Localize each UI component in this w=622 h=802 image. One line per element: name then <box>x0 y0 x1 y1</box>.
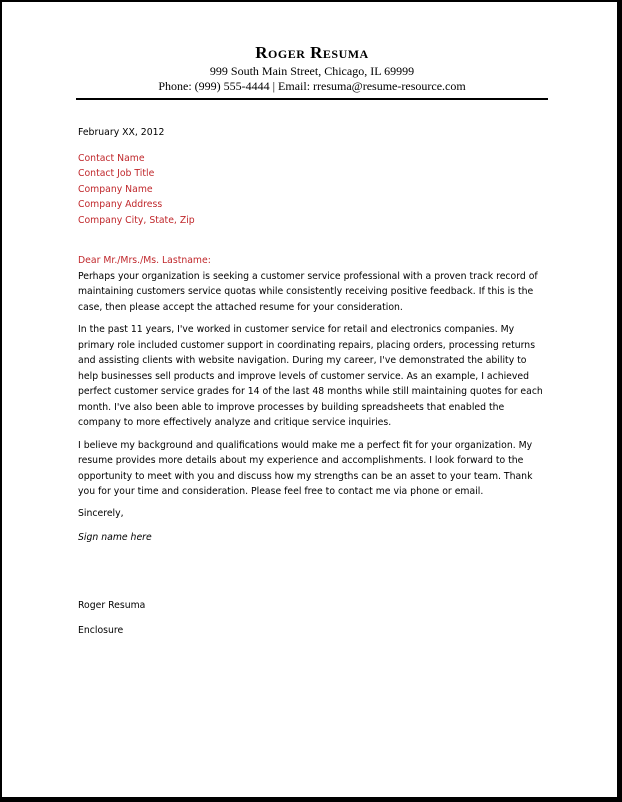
signer-name: Roger Resuma <box>78 599 146 611</box>
recipient-company-city: Company City, State, Zip <box>78 214 195 226</box>
header-divider <box>76 98 548 100</box>
recipient-block <box>78 151 548 229</box>
signature-placeholder: Sign name here <box>78 532 152 543</box>
paragraph-intro: Perhaps your organization is seeking a customer service professional with a proven track record of maintaining customers service quotas while consistently receiving positive feedback. If this is the case, then please accept the attached resume for your consideration. <box>78 270 538 313</box>
salutation: Dear Mr./Mrs./Ms. Lastname: <box>78 255 211 266</box>
recipient-contact-name: Contact Name <box>78 152 145 164</box>
recipient-job-title: Contact Job Title <box>78 168 155 179</box>
letter-date: February XX, 2012 <box>78 127 165 138</box>
complimentary-close: Sincerely, <box>78 507 124 519</box>
recipient-company-address: Company Address <box>78 199 163 210</box>
sender-contact: Phone: (999) 555-4444 | Email: rresuma@resume-resource.com <box>158 79 466 93</box>
sender-name: Roger Resuma <box>255 43 369 62</box>
paragraph-experience: In the past 11 years, I've worked in customer service for retail and electronics companies. My primary role included customer support in coordinating repairs, placing orders, processing returns and assisting clients with website navigation. During my career, I've demonstrated the ability to help businesses sell products and improve levels of customer service. As an example, I achieved perfect customer service grades for 14 of the last 48 months while still maintaining quotes for each month. I've also been able to improve processes by building spreadsheets that enabled the company to more effectively analyze and critique service inquiries. <box>78 324 543 428</box>
letterhead <box>76 42 548 94</box>
paragraph-closing: I believe my background and qualifications would make me a perfect fit for your organization. My resume provides more details about my experience and accomplishments. I look forward to the opportunity to meet with you and discuss how my strengths can be an asset to your team. Thank you for your time and consideration. Please feel free to contact me via phone or email. <box>78 439 533 497</box>
enclosure-note: Enclosure <box>78 625 124 636</box>
sender-address: 999 South Main Street, Chicago, IL 69999 <box>209 64 415 78</box>
recipient-company-name: Company Name <box>78 183 153 195</box>
letter-body <box>78 125 548 639</box>
